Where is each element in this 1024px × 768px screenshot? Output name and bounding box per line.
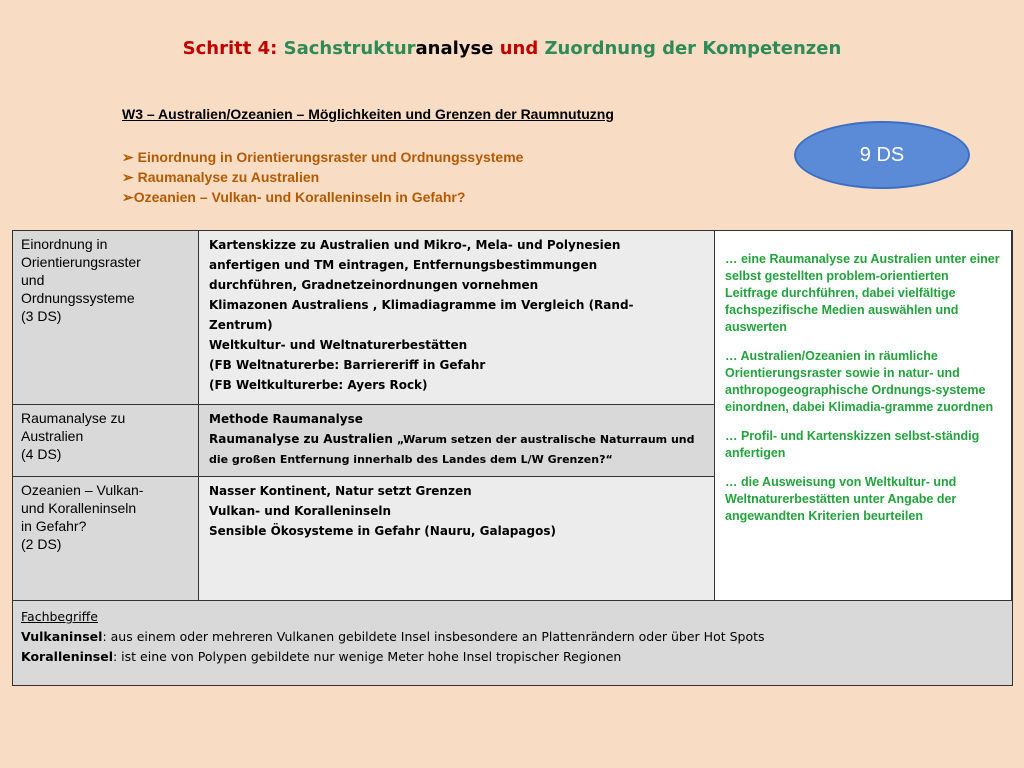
terms-heading: Fachbegriffe [21, 609, 98, 624]
arrow-bullet-icon: ➢ [122, 169, 138, 185]
arrow-bullet-icon: ➢ [122, 149, 138, 165]
title-part-2: Sachstruktur [283, 38, 416, 59]
bullet-item: ➢ Einordnung in Orientierungsraster und Ordnungssysteme [122, 149, 524, 165]
term-item: Vulkaninsel: aus einem oder mehreren Vulkanen gebildete Insel insbesondere an Plattenrändern oder über Hot Spots [21, 629, 765, 644]
topic-cell-3: Ozeanien – Vulkan- und Koralleninseln in Gefahr? (2 DS) [13, 477, 199, 601]
title-part-1: Schritt 4: [182, 38, 284, 59]
topic-cell-2: Raumanalyse zu Australien (4 DS) [13, 405, 199, 477]
content-cell-1: Kartenskizze zu Australien und Mikro-, Mela- und Polynesien anfertigen und TM eintragen, Entfernungsbestimmungen durchführen, Gradnetzeinordnungen vornehmen Klimazonen Australiens , Klimadiagramme im Vergleich (Rand- Zentrum) Weltkultur- und Weltnaturerbestätten (FB Weltnaturerbe: Barriereriff in Gefahr (FB Weltkulturerbe: Ayers Rock) [199, 231, 715, 405]
bullet-item: ➢Ozeanien – Vulkan- und Koralleninseln in Gefahr? [122, 189, 466, 205]
competence-item: … Australien/Ozeanien in räumliche Orientierungsraster sowie in natur- und anthropogeographische Ordnungs-systeme einordnen, dabei Klimadia-gramme zuordnen [725, 349, 994, 414]
topic-cell-1: Einordnung in Orientierungsraster und Ordnungssysteme (3 DS) [13, 231, 199, 405]
topic-bullet-list [122, 147, 523, 207]
unit-subtitle: W3 – Australien/Ozeanien – Möglichkeiten und Grenzen der Raumnutuzng [122, 106, 614, 122]
competence-item: … die Ausweisung von Weltkultur- und Weltnaturerbestätten unter Angabe der angewandten Kriterien beurteilen [725, 475, 957, 523]
term-item: Koralleninsel: ist eine von Polypen gebildete nur wenige Meter hohe Insel tropischer Regionen [21, 649, 622, 664]
title-part-5: Zuordnung der Kompetenzen [544, 38, 842, 59]
content-cell-3: Nasser Kontinent, Natur setzt Grenzen Vulkan- und Koralleninseln Sensible Ökosysteme in Gefahr (Nauru, Galapagos) [199, 477, 715, 601]
competence-item: … eine Raumanalyse zu Australien unter einer selbst gestellten problem-orientierten Leitfrage durchführen, dabei vielfältige fachspezifische Medien auswählen und auswerten [725, 252, 1000, 334]
structure-table [12, 230, 1013, 686]
title-part-3: analyse [415, 38, 500, 59]
ds-count-badge: 9 DS [794, 121, 970, 189]
arrow-bullet-icon: ➢ [122, 189, 134, 205]
competence-item: … Profil- und Kartenskizzen selbst-ständig anfertigen [725, 429, 980, 460]
page-title [0, 38, 1024, 59]
title-part-4: und [499, 38, 545, 59]
competence-cell [715, 231, 1012, 601]
bullet-item: ➢ Raumanalyse zu Australien [122, 169, 320, 185]
content-cell-2: Methode Raumanalyse Raumanalyse zu Australien „Warum setzen der australische Naturraum und die großen Entfernung innerhalb des Landes dem L/W Grenzen?“ [199, 405, 715, 477]
terms-cell [13, 601, 1012, 685]
